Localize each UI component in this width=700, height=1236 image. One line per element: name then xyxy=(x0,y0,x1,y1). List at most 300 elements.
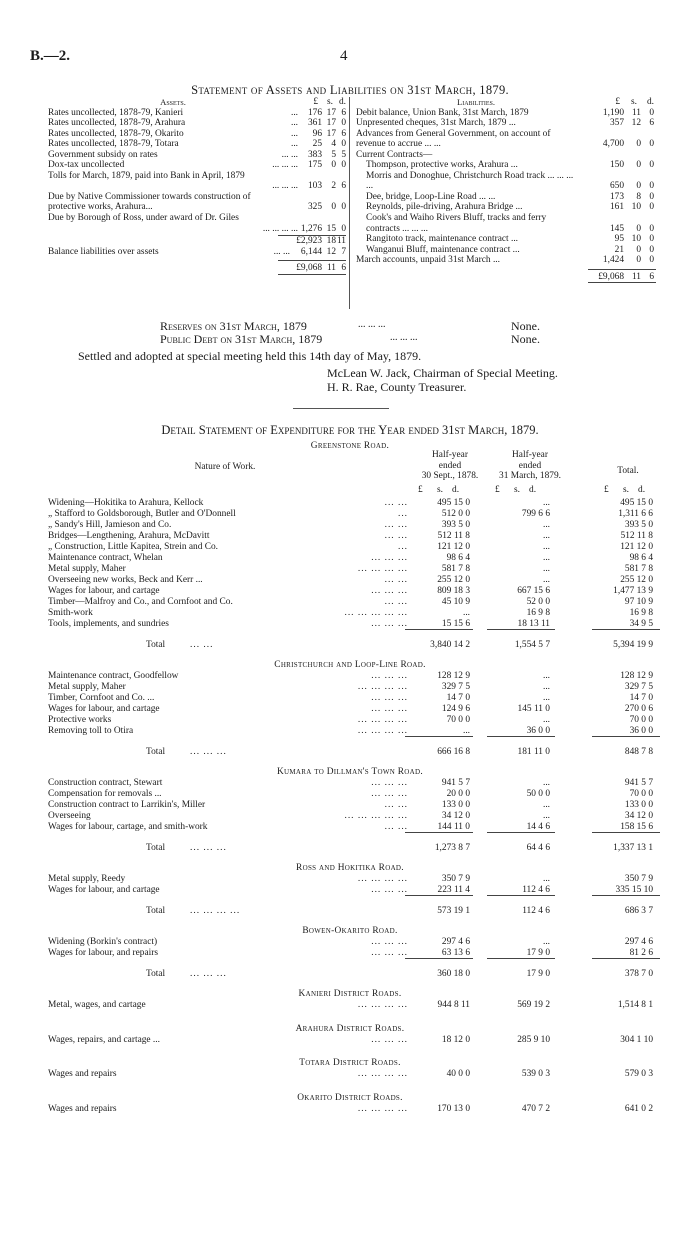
reserves-dots: ... ... ... xyxy=(358,319,386,330)
section-heading: Bowen-Okarito Road. xyxy=(302,926,398,936)
row-dots: ... ... ... xyxy=(371,619,408,629)
col3-value: 34 12 0 xyxy=(624,811,653,821)
row-dots: ... ... xyxy=(384,822,408,832)
col3-value: 128 12 9 xyxy=(620,671,653,681)
liability-row xyxy=(356,213,656,234)
col2-heading-line: Half-year xyxy=(512,450,548,460)
row-dots: ... ... ... xyxy=(371,693,408,703)
row-dots: ... ... ... xyxy=(371,553,408,563)
col3-value: 270 0 6 xyxy=(624,704,653,714)
section-total-row xyxy=(0,843,700,854)
row-dots: ... ... ... xyxy=(371,1035,408,1045)
liability-row xyxy=(356,129,656,150)
col1-total-rule xyxy=(405,736,473,737)
col2-value: ... xyxy=(542,682,550,692)
expenditure-row xyxy=(0,498,700,509)
liability-label: Dee, bridge, Loop-Line Road ... ... xyxy=(366,191,496,202)
expenditure-row xyxy=(0,1069,700,1080)
asset-row xyxy=(48,139,348,150)
liability-shillings: 0 xyxy=(636,181,641,192)
col2-value: ... xyxy=(542,937,550,947)
col1-value: 809 18 3 xyxy=(437,586,470,596)
detail-title: Detail Statement of Expenditure for the Year ended 31st March, 1879. xyxy=(161,423,539,437)
work-nature: Removing toll to Otira xyxy=(48,726,134,736)
total-dots: ... ... ... xyxy=(190,969,227,979)
col1-value: 170 13 0 xyxy=(437,1104,470,1114)
col3-unit: d. xyxy=(638,485,646,495)
col2-unit: £ xyxy=(495,485,500,495)
col3-value: 941 5 7 xyxy=(624,778,653,788)
liability-pounds: 1,190 xyxy=(602,107,624,118)
work-nature: Timber, Cornfoot and Co. ... xyxy=(48,693,155,703)
expenditure-row xyxy=(0,542,700,553)
expenditure-row xyxy=(0,874,700,885)
liabilities-heading: Liabilities. xyxy=(456,97,496,107)
col1-total-rule xyxy=(405,832,473,833)
total-label: Total xyxy=(146,969,166,979)
expenditure-row xyxy=(0,1000,700,1011)
col2-value: ... xyxy=(542,874,550,884)
work-nature: Maintenance contract, Whelan xyxy=(48,553,163,563)
row-dots: ... ... ... xyxy=(371,704,408,714)
work-nature: Wages for labour, and cartage xyxy=(48,704,160,714)
liability-pounds: 95 xyxy=(614,234,624,245)
asset-row xyxy=(48,213,348,234)
col1-unit: d. xyxy=(452,485,460,495)
total-label: Total xyxy=(146,747,166,757)
work-nature: Construction contract, Stewart xyxy=(48,778,163,788)
work-nature: Overseeing new works, Beck and Kerr ... xyxy=(48,575,203,585)
assets-subtotal-pounds: £2,923 xyxy=(296,236,322,247)
col1-value: 495 15 0 xyxy=(437,498,470,508)
col3-value: 1,477 13 9 xyxy=(613,586,653,596)
asset-dots: ... ... ... xyxy=(272,160,298,171)
col2-value: 799 6 6 xyxy=(521,509,550,519)
liability-pence: 0 xyxy=(649,181,654,192)
work-nature: Metal supply, Maher xyxy=(48,682,126,692)
work-nature: Tools, implements, and sundries xyxy=(48,619,169,629)
section-total-row xyxy=(0,969,700,980)
liability-shillings: 11 xyxy=(631,107,641,118)
work-nature: Wages, repairs, and cartage ... xyxy=(48,1035,160,1045)
liability-pence: 0 xyxy=(649,255,654,266)
col1-value: 255 12 0 xyxy=(437,575,470,585)
asset-pence: 0 xyxy=(341,202,346,213)
work-nature: „ Construction, Little Kapitea, Strein and Co. xyxy=(48,542,219,552)
assets-total-rule xyxy=(278,260,346,261)
col1-value: 34 12 0 xyxy=(441,811,470,821)
asset-row xyxy=(48,118,348,129)
asset-row xyxy=(48,129,348,140)
col1-value: 98 6 4 xyxy=(446,553,470,563)
col3-value: 329 7 5 xyxy=(624,682,653,692)
col1-value: ... xyxy=(462,726,470,736)
balance-label: Balance liabilities over assets xyxy=(48,246,159,257)
col2-total: 64 4 6 xyxy=(526,843,550,853)
col3-value: 304 1 10 xyxy=(620,1035,653,1045)
liability-shillings: 0 xyxy=(636,244,641,255)
col3-total-rule xyxy=(592,958,660,959)
col1-value: 15 15 6 xyxy=(441,619,470,629)
row-dots: ... ... ... ... xyxy=(357,1000,408,1010)
col1-unit: s. xyxy=(437,485,443,495)
col2-value: 145 11 0 xyxy=(517,704,550,714)
col2-value: ... xyxy=(542,520,550,530)
col1-value: 40 0 0 xyxy=(446,1069,470,1079)
work-nature: „ Stafford to Goldsborough, Butler and O'Donnell xyxy=(48,509,236,519)
expenditure-row xyxy=(0,520,700,531)
asset-pounds: 176 xyxy=(307,107,322,118)
work-nature: Bridges—Lengthening, Arahura, McDavitt xyxy=(48,531,210,541)
work-nature: Wages for labour, and cartage xyxy=(48,885,160,895)
expenditure-row xyxy=(0,509,700,520)
liability-pounds: 1,424 xyxy=(602,255,624,266)
col2-value: ... xyxy=(542,553,550,563)
total-label: Total xyxy=(146,640,166,650)
section-heading: Totara District Roads. xyxy=(299,1058,401,1068)
expenditure-row xyxy=(0,1035,700,1046)
asset-label: Rates uncollected, 1878-79, Totara xyxy=(48,139,179,150)
expenditure-row xyxy=(0,937,700,948)
assets-column xyxy=(48,97,348,275)
work-nature: Widening—Hokitika to Arahura, Kellock xyxy=(48,498,204,508)
col3-value: 335 15 10 xyxy=(615,885,653,895)
liability-pounds: 150 xyxy=(609,160,624,171)
liabilities-column xyxy=(356,97,656,283)
work-nature: Wages and repairs xyxy=(48,1069,117,1079)
section-heading: Greenstone Road. xyxy=(310,441,390,451)
col1-value: 70 0 0 xyxy=(446,715,470,725)
asset-label: Due by Borough of Ross, under award of Dr. Giles xyxy=(48,213,239,224)
asset-pounds: 103 xyxy=(307,181,322,192)
col1-total: 360 18 0 xyxy=(437,969,470,979)
col2-value: 36 0 0 xyxy=(526,726,550,736)
asset-label: Due by Native Commissioner towards construction of protective works, Arahura... xyxy=(48,191,251,213)
expenditure-row xyxy=(0,778,700,789)
expenditure-row xyxy=(0,811,700,822)
col1-heading-line: Half-year xyxy=(432,450,468,460)
work-nature: Wages for labour, cartage, and smith-work xyxy=(48,822,208,832)
col2-value: 667 15 6 xyxy=(517,586,550,596)
col2-heading-line: 31 March, 1879. xyxy=(499,471,561,482)
col3-total-rule xyxy=(592,832,660,833)
asset-pounds: 1,276 xyxy=(300,223,322,234)
col2-heading-line: ended xyxy=(518,460,542,471)
col3-value: 1,311 6 6 xyxy=(618,509,653,519)
col2-value: 18 13 11 xyxy=(517,619,550,629)
work-nature: Metal, wages, and cartage xyxy=(48,1000,146,1010)
col2-total: 181 11 0 xyxy=(517,747,550,757)
public-debt-line xyxy=(160,332,322,347)
liability-row xyxy=(356,118,656,129)
asset-pence: 0 xyxy=(341,160,346,171)
work-nature: Wages and repairs xyxy=(48,1104,117,1114)
reserves-label: Reserves on 31st March, 1879 xyxy=(160,319,307,333)
col3-value: 97 10 9 xyxy=(624,597,653,607)
liability-label: Cook's and Waiho Rivers Bluff, tracks and ferry contracts ... ... ... xyxy=(366,213,547,234)
col1-total-rule xyxy=(405,629,473,630)
section-heading: Ross and Hokitika Road. xyxy=(296,863,404,873)
row-dots: ... xyxy=(397,509,408,519)
col2-total-rule xyxy=(487,736,555,737)
liabilities-total-shillings: 11 xyxy=(631,271,641,282)
work-nature: Construction contract to Larrikin's, Miller xyxy=(48,800,206,810)
col3-value: 70 0 0 xyxy=(629,789,653,799)
col3-value: 133 0 0 xyxy=(624,800,653,810)
liability-label: Unpresented cheques, 31st March, 1879 ... xyxy=(356,118,516,129)
col2-heading xyxy=(490,450,570,482)
asset-label: Rates uncollected, 1878-79, Kanieri xyxy=(48,107,184,118)
liabilities-total-pence: 6 xyxy=(649,271,654,282)
liability-shillings: 0 xyxy=(636,139,641,150)
asset-shillings: 4 xyxy=(331,139,336,150)
liabilities-total-pounds: £9,068 xyxy=(598,271,624,282)
expenditure-row xyxy=(0,575,700,586)
liability-shillings: 0 xyxy=(636,160,641,171)
asset-pence: 6 xyxy=(341,181,346,192)
col1-value: 512 0 0 xyxy=(441,509,470,519)
liability-row xyxy=(356,202,656,213)
liability-pounds: 4,700 xyxy=(602,139,624,150)
col1-value: 45 10 9 xyxy=(441,597,470,607)
assets-total-pounds: £9,068 xyxy=(296,263,322,274)
col1-value: 128 12 9 xyxy=(437,671,470,681)
chairman-signature: McLean W. Jack, Chairman of Special Meeting. xyxy=(327,366,558,380)
liability-row xyxy=(356,150,656,161)
col3-value: 70 0 0 xyxy=(629,715,653,725)
liability-label: Wanganui Bluff, maintenance contract ... xyxy=(366,244,520,255)
asset-row xyxy=(48,192,348,213)
col1-total: 573 19 1 xyxy=(437,906,470,916)
col2-value: ... xyxy=(542,575,550,585)
asset-label: Dox-tax uncollected xyxy=(48,160,125,171)
liability-shillings: 8 xyxy=(636,191,641,202)
statement-title: Statement of Assets and Liabilities on 31st March, 1879. xyxy=(191,83,509,97)
row-dots: ... ... ... xyxy=(371,586,408,596)
asset-dots: ... xyxy=(290,128,298,139)
asset-shillings: 17 xyxy=(326,107,336,118)
liability-label: Morris and Donoghue, Christchurch Road track ... ... ... ... xyxy=(366,170,574,192)
liabilities-total-rule xyxy=(588,269,656,270)
col1-value: 124 9 6 xyxy=(441,704,470,714)
total-dots: ... ... xyxy=(190,640,214,650)
col1-total: 666 16 8 xyxy=(437,747,470,757)
balance-pounds: 6,144 xyxy=(300,246,322,257)
col3-value: 98 6 4 xyxy=(629,553,653,563)
asset-row xyxy=(48,108,348,119)
col3-total-rule xyxy=(592,629,660,630)
section-total-row xyxy=(0,640,700,651)
expenditure-row xyxy=(0,671,700,682)
col2-total-rule xyxy=(487,895,555,896)
col1-value: 20 0 0 xyxy=(446,789,470,799)
liability-label: Thompson, protective works, Arahura ... xyxy=(366,160,518,171)
liability-pence: 6 xyxy=(649,118,654,129)
col2-value: ... xyxy=(542,498,550,508)
asset-dots: ... xyxy=(290,118,298,129)
expenditure-row xyxy=(0,693,700,704)
expenditure-row xyxy=(0,800,700,811)
col1-value: 63 13 6 xyxy=(441,948,470,958)
work-nature: Smith-work xyxy=(48,608,93,618)
col3-value: 512 11 8 xyxy=(620,531,653,541)
assets-header-row xyxy=(48,97,348,108)
settled-statement: Settled and adopted at special meeting held this 14th day of May, 1879. xyxy=(78,349,422,363)
col3-value: 81 2 6 xyxy=(629,948,653,958)
asset-label: Rates uncollected, 1878-79, Arahura xyxy=(48,118,186,129)
liability-label: Debit balance, Union Bank, 31st March, 1879 xyxy=(356,107,529,118)
col3-unit: £ xyxy=(604,485,609,495)
col1-value: 144 11 0 xyxy=(437,822,470,832)
asset-label: Tolls for March, 1879, paid into Bank in April, 1879 xyxy=(48,170,245,181)
work-nature: Timber—Malfroy and Co., and Cornfoot and Co. xyxy=(48,597,233,607)
assets-subtotal xyxy=(48,236,348,247)
row-dots: ... ... ... ... xyxy=(357,1069,408,1079)
col3-value: 121 12 0 xyxy=(620,542,653,552)
col2-value: ... xyxy=(542,800,550,810)
asset-pence: 0 xyxy=(341,139,346,150)
balance-pence: 7 xyxy=(341,246,346,257)
row-dots: ... ... ... ... xyxy=(357,564,408,574)
col3-total-rule xyxy=(592,895,660,896)
asset-dots: ... xyxy=(290,107,298,118)
row-dots: ... ... ... xyxy=(371,948,408,958)
public-debt-label: Public Debt on 31st March, 1879 xyxy=(160,332,323,346)
col1-value: 223 11 4 xyxy=(437,885,470,895)
row-dots: ... ... ... ... ... xyxy=(344,811,408,821)
col1-value: 121 12 0 xyxy=(437,542,470,552)
col3-total: 1,337 13 1 xyxy=(613,843,653,853)
col1-value: 941 5 7 xyxy=(441,778,470,788)
col1-total-rule xyxy=(405,958,473,959)
col2-total: 112 4 6 xyxy=(522,906,550,916)
liability-shillings: 10 xyxy=(631,202,641,213)
liability-pounds: 357 xyxy=(609,118,624,129)
liability-row xyxy=(356,192,656,203)
col1-value: 581 7 8 xyxy=(441,564,470,574)
col2-value: 14 4 6 xyxy=(526,822,550,832)
asset-pounds: 175 xyxy=(307,160,322,171)
expenditure-row xyxy=(0,704,700,715)
asset-shillings: 5 xyxy=(331,149,336,160)
liability-pounds: 145 xyxy=(609,223,624,234)
col2-total-rule xyxy=(487,958,555,959)
asset-pence: 0 xyxy=(341,118,346,129)
col3-total: 686 3 7 xyxy=(624,906,653,916)
section-heading: Arahura District Roads. xyxy=(295,1024,405,1034)
shillings-unit: s. xyxy=(327,97,333,107)
asset-pounds: 325 xyxy=(307,202,322,213)
pounds-unit: £ xyxy=(615,97,620,107)
section-heading: Kanieri District Roads. xyxy=(298,989,402,999)
liability-label: Reynolds, pile-driving, Arahura Bridge ... xyxy=(366,202,523,213)
liability-pence: 0 xyxy=(649,107,654,118)
liability-pounds: 173 xyxy=(609,191,624,202)
asset-pence: 6 xyxy=(341,107,346,118)
total-label: Total xyxy=(146,906,166,916)
col2-value: ... xyxy=(542,564,550,574)
col2-value: ... xyxy=(542,715,550,725)
liability-pence: 0 xyxy=(649,191,654,202)
row-dots: ... ... xyxy=(384,520,408,530)
col3-total: 848 7 8 xyxy=(624,747,653,757)
total-dots: ... ... ... xyxy=(190,747,227,757)
liability-pounds: 21 xyxy=(614,244,624,255)
col3-unit: s. xyxy=(623,485,629,495)
asset-pounds: 361 xyxy=(307,118,322,129)
section-heading: Okarito District Roads. xyxy=(297,1093,403,1103)
liability-pence: 0 xyxy=(649,223,654,234)
asset-pounds: 25 xyxy=(312,139,322,150)
liability-shillings: 10 xyxy=(631,234,641,245)
row-dots: ... ... ... xyxy=(371,778,408,788)
balance-shillings: 12 xyxy=(326,246,336,257)
col1-value: 350 7 9 xyxy=(441,874,470,884)
assets-total-pence: 6 xyxy=(341,263,346,274)
col2-total-rule xyxy=(487,832,555,833)
asset-dots: ... ... ... ... xyxy=(262,223,298,234)
row-dots: ... ... xyxy=(384,498,408,508)
document-reference: B.—2. xyxy=(30,48,71,64)
total-dots: ... ... ... xyxy=(190,843,227,853)
section-heading: Christchurch and Loop-Line Road. xyxy=(274,660,426,670)
col3-value: 14 7 0 xyxy=(629,693,653,703)
expenditure-row xyxy=(0,682,700,693)
work-nature: Metal supply, Reedy xyxy=(48,874,126,884)
row-dots: ... ... ... xyxy=(371,885,408,895)
section-total-row xyxy=(0,747,700,758)
asset-label: Rates uncollected, 1878-79, Okarito xyxy=(48,128,184,139)
liability-pence: 0 xyxy=(649,139,654,150)
col2-value: ... xyxy=(542,542,550,552)
liability-label: Rangitoto track, maintenance contract ... xyxy=(366,234,519,245)
col3-value: 34 9 5 xyxy=(629,619,653,629)
expenditure-row xyxy=(0,586,700,597)
asset-row xyxy=(48,171,348,192)
expenditure-row xyxy=(0,531,700,542)
section-total-row xyxy=(0,906,700,917)
row-dots: ... ... xyxy=(384,575,408,585)
liability-row xyxy=(356,245,656,256)
col2-value: 539 0 3 xyxy=(521,1069,550,1079)
col3-value: 581 7 8 xyxy=(624,564,653,574)
assets-subtotal-shillings: 18 xyxy=(326,236,336,247)
work-nature: Widening (Borkin's contract) xyxy=(48,937,158,947)
col2-total: 1,554 5 7 xyxy=(514,640,550,650)
asset-shillings: 17 xyxy=(326,118,336,129)
col1-total: 3,840 14 2 xyxy=(430,640,470,650)
work-nature: Metal supply, Maher xyxy=(48,564,126,574)
work-nature: Compensation for removals ... xyxy=(48,789,162,799)
col2-value: 16 9 8 xyxy=(526,608,550,618)
col3-total-rule xyxy=(592,736,660,737)
row-dots: ... ... ... ... xyxy=(357,682,408,692)
liability-label: March accounts, unpaid 31st March ... xyxy=(356,255,500,266)
liability-shillings: 0 xyxy=(636,255,641,266)
page-number: 4 xyxy=(340,48,348,64)
asset-pence: 0 xyxy=(341,223,346,234)
col3-value: 641 0 2 xyxy=(624,1104,653,1114)
col1-value: 18 12 0 xyxy=(441,1035,470,1045)
col3-value: 255 12 0 xyxy=(620,575,653,585)
col2-unit: d. xyxy=(529,485,537,495)
expenditure-row xyxy=(0,1104,700,1115)
expenditure-row xyxy=(0,715,700,726)
asset-label: Government subsidy on rates xyxy=(48,149,158,160)
work-nature: Wages for labour, and cartage xyxy=(48,586,160,596)
liability-label: Advances from General Government, on account of revenue to accrue ... ... xyxy=(356,128,551,150)
asset-shillings: 2 xyxy=(331,181,336,192)
